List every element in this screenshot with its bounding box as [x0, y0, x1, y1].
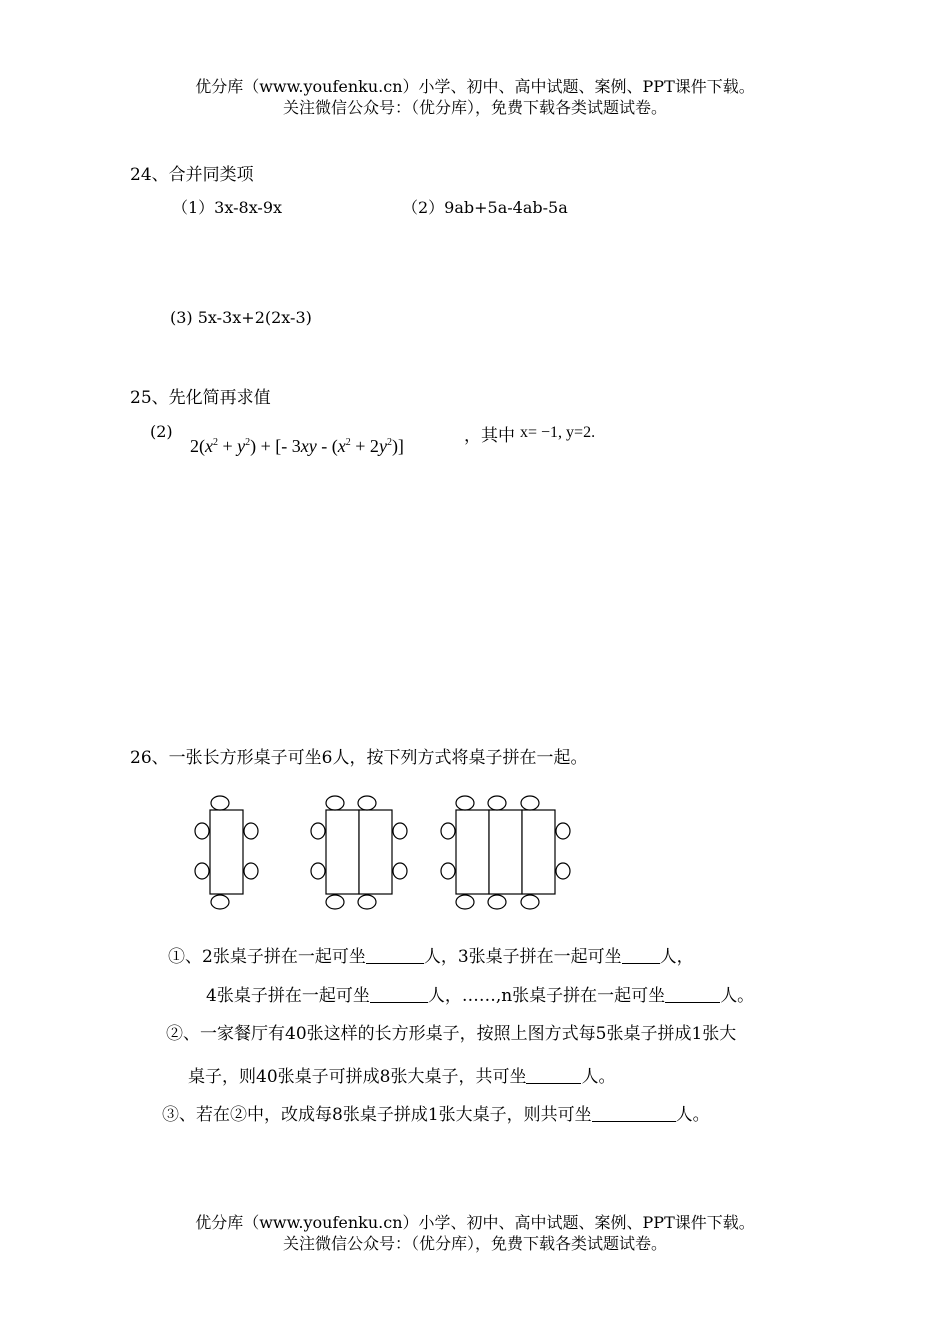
answer-blank[interactable] [526, 1067, 581, 1084]
seat-icon [244, 823, 258, 839]
seat-icon [488, 796, 506, 810]
table-rect [359, 810, 392, 894]
header-line-2: 关注微信公众号：（优分库），免费下载各类试题试卷。 [282, 98, 667, 117]
answer-blank[interactable] [665, 986, 720, 1003]
q24-title: 24、合并同类项 [130, 165, 254, 185]
table-rect [210, 810, 243, 894]
q25-part-label: (2) [150, 422, 173, 441]
seat-icon [211, 796, 229, 810]
answer-blank[interactable] [622, 947, 660, 964]
seat-icon [441, 863, 455, 879]
q24-part-3: (3) 5x-3x+2(2x-3) [170, 308, 312, 327]
seat-icon [195, 863, 209, 879]
q26-sub-2-line-2: 桌子，则40张桌子可拼成8张大桌子，共可坐 人。 [188, 1067, 616, 1087]
seat-icon [358, 895, 376, 909]
header-line-1: 优分库（www.youfenku.cn）小学、初中、高中试题、案例、PPT课件下载。 [195, 77, 755, 96]
q26-sub-1-line-2: 4张桌子拼在一起可坐 人，……,n张桌子拼在一起可坐 人。 [206, 986, 755, 1006]
seat-icon [456, 796, 474, 810]
answer-blank[interactable] [366, 947, 424, 964]
seat-icon [326, 895, 344, 909]
seat-icon [456, 895, 474, 909]
arrangement-3-tables [441, 796, 570, 909]
q24-part-2: （2）9ab+5a-4ab-5a [402, 198, 568, 217]
table-rect [456, 810, 489, 894]
seat-icon [326, 796, 344, 810]
seat-icon [244, 863, 258, 879]
arrangement-2-tables [311, 796, 407, 909]
seat-icon [195, 823, 209, 839]
seat-icon [488, 895, 506, 909]
seat-icon [441, 823, 455, 839]
footer-line-1: 优分库（www.youfenku.cn）小学、初中、高中试题、案例、PPT课件下载。 [195, 1213, 755, 1232]
seat-icon [521, 796, 539, 810]
seat-icon [311, 863, 325, 879]
q26-sub-3: ③、若在②中，改成每8张桌子拼成1张大桌子，则共可坐 人。 [162, 1105, 710, 1125]
table-rect [489, 810, 522, 894]
answer-blank[interactable] [370, 986, 428, 1003]
seat-icon [393, 863, 407, 879]
footer-line-2: 关注微信公众号：（优分库），免费下载各类试题试卷。 [282, 1234, 667, 1253]
q25-title: 25、先化简再求值 [130, 388, 271, 408]
seat-icon [311, 823, 325, 839]
table-rect [326, 810, 359, 894]
arrangement-1-table [195, 796, 258, 909]
table-rect [522, 810, 555, 894]
seat-icon [393, 823, 407, 839]
q25-expression: $2(x^2 + y^2)$ + [- $3xy - (x^2 + 2y^2)$] [190, 436, 404, 456]
q24-part-1: （1）3x-8x-9x [172, 198, 283, 217]
seat-icon [211, 895, 229, 909]
seat-icon [521, 895, 539, 909]
q26-sub-2-line-1: ②、一家餐厅有40张这样的长方形桌子，按照上图方式每5张桌子拼成1张大 [166, 1024, 737, 1044]
answer-blank[interactable] [592, 1105, 676, 1122]
seat-icon [556, 823, 570, 839]
q26-sub-1-line-1: ①、2张桌子拼在一起可坐 人，3张桌子拼在一起可坐 人， [168, 947, 694, 967]
seat-icon [556, 863, 570, 879]
seat-icon [358, 796, 376, 810]
q25-condition: x= −1, y=2. [520, 424, 596, 441]
q25-condition-lead: ，其中 [464, 426, 515, 446]
tables-figure [190, 790, 590, 915]
q26-title: 26、一张长方形桌子可坐6人，按下列方式将桌子拼在一起。 [130, 748, 588, 768]
